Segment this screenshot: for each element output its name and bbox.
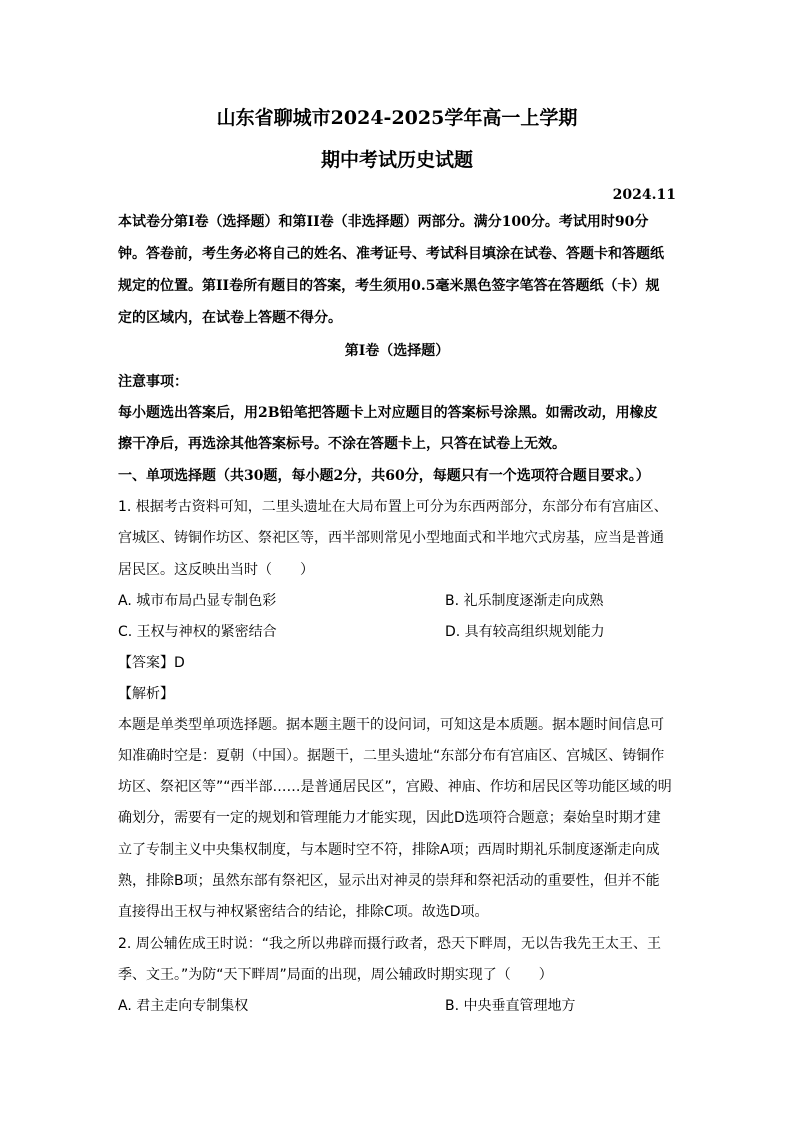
question-2-stem: 季、文王。”为防“天下畔周”局面的出现，周公辅政时期实现了（ ） [118,967,553,983]
question-2-option-a: A. 君主走向专制集权 [118,998,249,1014]
analysis-line: 熟，排除B项；虽然东部有祭祀区，显示出对神灵的崇拜和祭祀活动的重要性，但并不能 [118,873,660,889]
notes-heading: 注意事项： [118,374,188,390]
question-1-analysis-heading: 【解析】 [118,686,174,702]
question-1-option-b: B. 礼乐制度逐渐走向成熟 [445,593,604,609]
question-1-option-d: D. 具有较高组织规划能力 [445,624,605,640]
analysis-line: 知准确时空是：夏朝（中国）。据题干，二里头遗址“东部分布有宫庙区、宫城区、铸铜作 [118,748,665,764]
exam-date: 2024.11 [612,187,676,203]
notes-line: 擦干净后，再选涂其他答案标号。不涂在答题卡上，只答在试卷上无效。 [118,436,566,452]
question-1-option-a: A. 城市布局凸显专制色彩 [118,593,277,609]
analysis-line: 直接得出王权与神权紧密结合的结论，排除C项。故选D项。 [118,904,489,920]
question-1-option-c: C. 王权与神权的紧密结合 [118,624,277,640]
question-2-option-b: B. 中央垂直管理地方 [445,998,576,1014]
notes-line: 每小题选出答案后，用2B铅笔把答题卡上对应题目的答案标号涂黑。如需改动，用橡皮 [118,405,658,421]
question-1-stem: 1. 根据考古资料可知，二里头遗址在大局布置上可分为东西两部分，东部分布有宫庙区、 [118,499,668,515]
intro-line: 定的区域内，在试卷上答题不得分。 [118,310,342,326]
section-title: 第I卷（选择题） [344,343,450,359]
part-heading: 一、单项选择题（共30题，每小题2分，共60分，每题只有一个选项符合题目要求。） [118,468,650,484]
question-1-stem: 居民区。这反映出当时（ ） [118,562,314,578]
analysis-line: 本题是单类型单项选择题。据本题主题干的设问词，可知这是本质题。据本题时间信息可 [118,717,664,733]
exam-subtitle: 期中考试历史试题 [320,149,473,171]
intro-line: 规定的位置。第II卷所有题目的答案，考生须用0.5毫米黑色签字笔答在答题纸（卡）规 [118,278,660,294]
exam-title: 山东省聊城市2024-2025学年高一上学期 [216,107,578,129]
question-1-stem: 宫城区、铸铜作坊区、祭祀区等，西半部则常见小型地面式和半地穴式房基，应当是普通 [118,530,664,546]
analysis-line: 立了专制主义中央集权制度，与本题时空不符，排除A项；西周时期礼乐制度逐渐走向成 [118,842,660,858]
question-2-stem: 2. 周公辅佐成王时说：“我之所以弗辟而摄行政者，恐天下畔周，无以告我先王太王、王 [118,936,662,952]
question-1-answer: 【答案】D [118,655,185,671]
analysis-line: 确划分，需要有一定的规划和管理能力才能实现，因此D选项符合题意；秦始皇时期才建 [118,810,661,826]
analysis-line: 坊区、祭祀区等”“西半部……是普通居民区”，宫殿、神庙、作坊和居民区等功能区域的明 [118,779,672,795]
intro-line: 钟。答卷前，考生务必将自己的姓名、准考证号、考试科目填涂在试卷、答题卡和答题纸 [118,246,664,262]
intro-line: 本试卷分第I卷（选择题）和第II卷（非选择题）两部分。满分100分。考试用时90分 [118,214,649,230]
